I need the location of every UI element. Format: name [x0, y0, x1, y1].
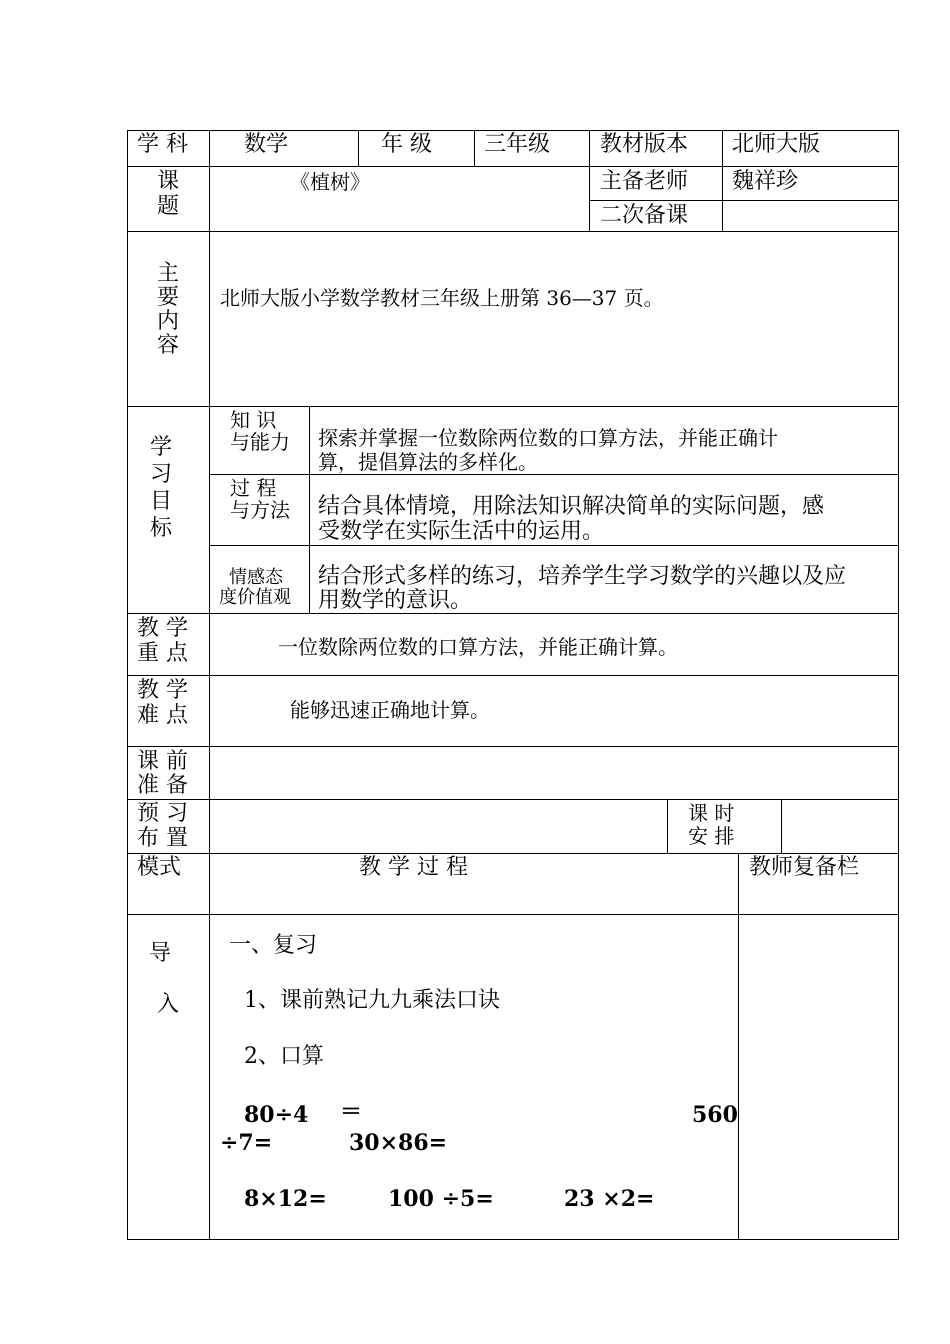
table-border — [309, 406, 310, 613]
review-item-1: 1、课前熟记九九乘法口诀 — [244, 988, 500, 1013]
preparation-label-2: 准 备 — [137, 773, 188, 798]
table-border — [127, 799, 899, 800]
intro-mode-2: 入 — [157, 992, 180, 1017]
objective-process-text-2: 受数学在实际生活中的运用。 — [318, 519, 605, 544]
table-border — [209, 474, 899, 475]
table-border — [589, 200, 899, 201]
objective-attitude-label-1: 情感态 — [229, 567, 283, 588]
key-point-text: 一位数除两位数的口算方法，并能正确计算。 — [278, 635, 678, 659]
topic-value: 《植树》 — [290, 170, 370, 194]
review-item-2: 2、口算 — [244, 1044, 324, 1069]
difficulty-text: 能够迅速正确地计算。 — [290, 698, 490, 722]
table-border — [127, 675, 899, 676]
review-section-title: 一、复习 — [229, 933, 318, 958]
preview-label-1: 预 习 — [137, 801, 188, 826]
process-header: 教 学 过 程 — [359, 855, 468, 880]
difficulty-label-2: 难 点 — [137, 703, 188, 728]
table-border — [589, 130, 590, 231]
calc-560: 560 — [692, 1102, 738, 1128]
calc-80-div-4: 80÷4 — [244, 1102, 309, 1128]
calc-div-7: ÷7= — [220, 1130, 273, 1156]
calc-100-div-5: 100 ÷5= — [388, 1186, 494, 1212]
subject-label: 学 科 — [137, 132, 188, 157]
table-border — [127, 613, 899, 614]
main-teacher-label: 主备老师 — [600, 169, 689, 194]
table-border — [209, 545, 899, 546]
objectives-label: 学习目标 — [149, 435, 172, 541]
table-border — [127, 130, 128, 1240]
main-content-text: 北师大版小学数学教材三年级上册第 36—37 页。 — [220, 286, 664, 310]
preparation-label-1: 课 前 — [137, 749, 188, 774]
hours-label-1: 课 时 — [688, 801, 735, 825]
edition-value: 北师大版 — [732, 132, 821, 157]
objective-knowledge-text-1: 探索并掌握一位数除两位数的口算方法，并能正确计 — [318, 426, 778, 450]
calc-8-times-12: 8×12= — [244, 1186, 327, 1212]
topic-label-2: 题 — [157, 194, 180, 219]
difficulty-label-1: 教 学 — [137, 678, 188, 703]
objective-process-text-1: 结合具体情境，用除法知识解决简单的实际问题，感 — [318, 494, 825, 519]
key-point-label-1: 教 学 — [137, 616, 188, 641]
objective-attitude-text-2: 用数学的意识。 — [318, 588, 473, 613]
objective-process-label-2: 与方法 — [230, 498, 290, 522]
table-border — [209, 130, 210, 1240]
second-prep-label: 二次备课 — [600, 203, 689, 228]
table-border — [722, 130, 723, 231]
objective-attitude-label-2: 度价值观 — [219, 587, 291, 608]
objective-knowledge-label-1: 知 识 — [230, 408, 277, 432]
hours-label-2: 安 排 — [688, 824, 735, 848]
edition-label: 教材版本 — [600, 132, 689, 157]
main-content-label: 主要内容 — [156, 261, 179, 358]
grade-value: 三年级 — [484, 132, 551, 157]
objective-process-label-1: 过 程 — [230, 476, 277, 500]
table-border — [127, 130, 899, 131]
table-border — [474, 130, 475, 166]
key-point-label-2: 重 点 — [137, 641, 188, 666]
table-border — [358, 130, 359, 166]
table-border — [127, 746, 899, 747]
table-border — [127, 853, 899, 854]
calc-23-times-2: 23 ×2= — [564, 1186, 655, 1212]
table-border — [781, 799, 782, 853]
subject-value: 数学 — [244, 132, 289, 157]
table-border — [127, 231, 899, 232]
notes-header: 教师复备栏 — [749, 855, 860, 880]
table-border — [127, 1239, 899, 1240]
calc-equals: ＝ — [340, 1099, 363, 1125]
intro-mode-1: 导 — [149, 941, 172, 966]
objective-knowledge-text-2: 算，提倡算法的多样化。 — [318, 450, 538, 474]
table-border — [738, 853, 739, 1240]
calc-30-times-86: 30×86= — [349, 1130, 448, 1156]
table-border — [127, 406, 899, 407]
objective-knowledge-label-2: 与能力 — [230, 430, 290, 454]
table-border — [667, 799, 668, 853]
objective-attitude-text-1: 结合形式多样的练习，培养学生学习数学的兴趣以及应 — [318, 564, 847, 589]
main-teacher-value: 魏祥珍 — [732, 169, 799, 194]
grade-label: 年 级 — [381, 132, 432, 157]
mode-header: 模式 — [137, 855, 182, 880]
table-border — [898, 130, 899, 1240]
table-border — [127, 166, 899, 167]
table-border — [127, 914, 899, 915]
preview-label-2: 布 置 — [137, 826, 188, 851]
topic-label-1: 课 — [157, 169, 180, 194]
